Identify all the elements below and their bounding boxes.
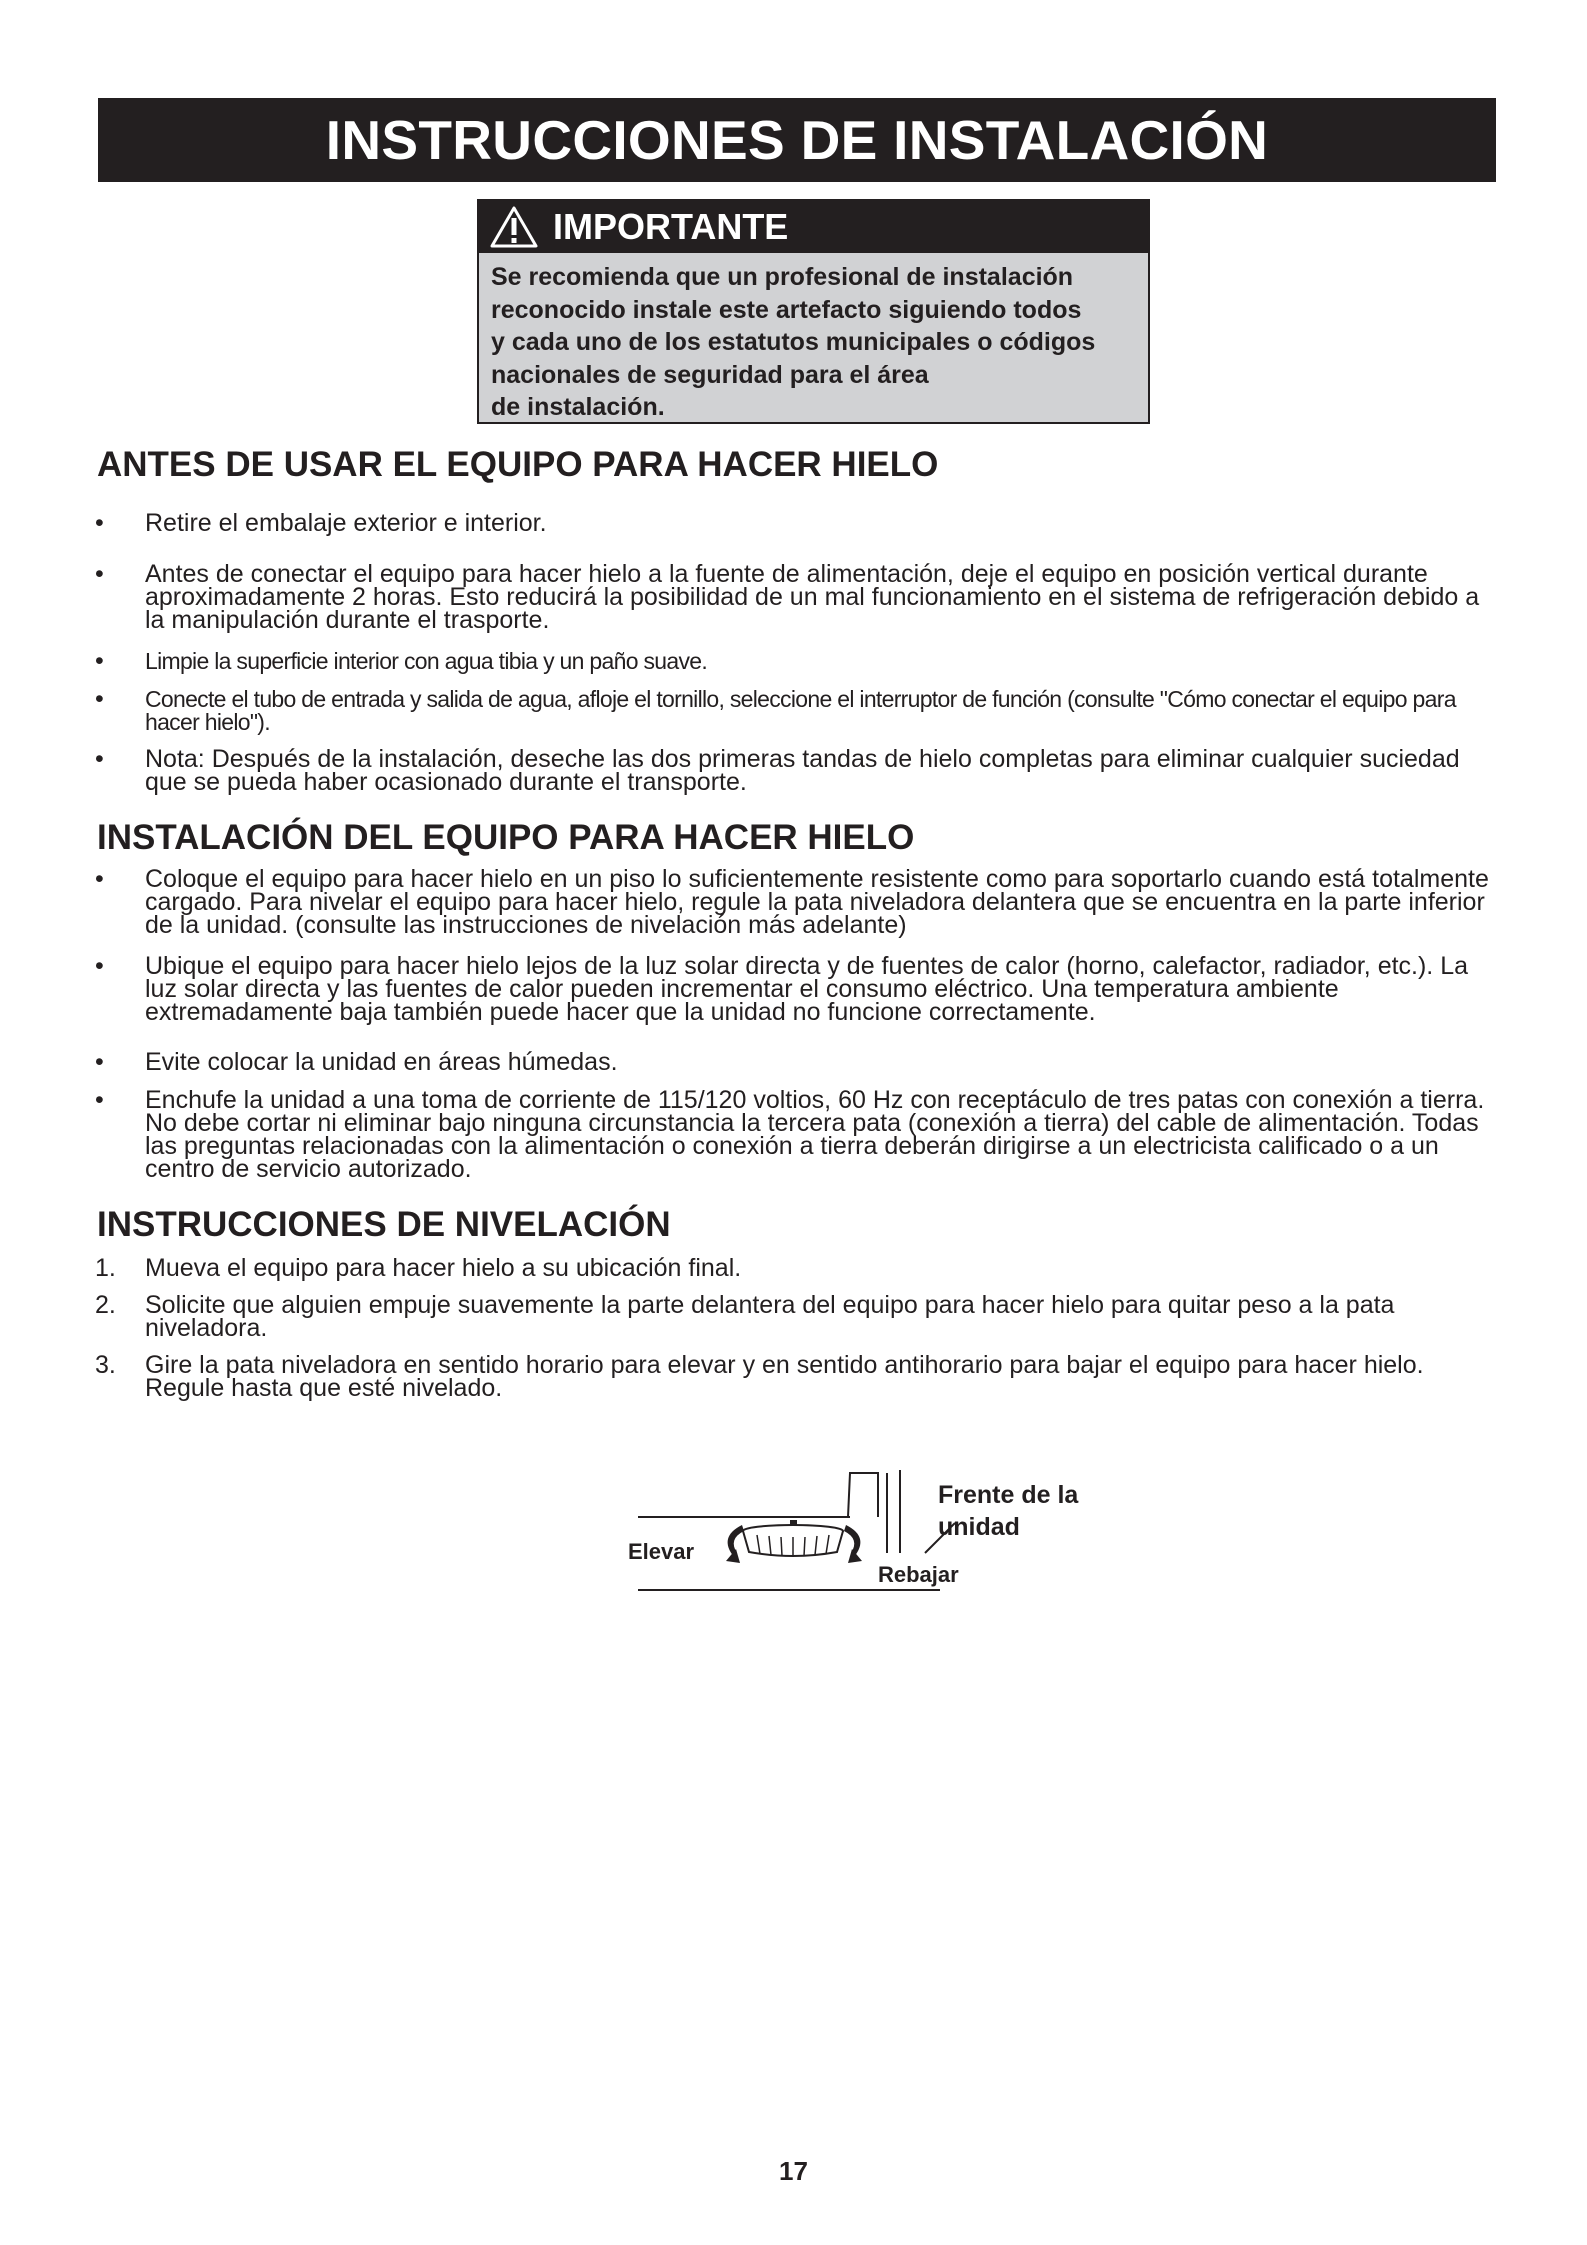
section-heading-before-use: ANTES DE USAR EL EQUIPO PARA HACER HIELO <box>97 445 939 484</box>
list-item-text: Enchufe la unidad a una toma de corriente de 115/120 voltios, 60 Hz con receptáculo de tres patas con conexión a tierra. No debe cortar ni eliminar bajo ninguna circunstancia la tercera pata (conexión a tierra) del cable de alimentación. Todas las preguntas relacionadas con la alimentación o conexión a tierra deberán dirigirse a un electricista calificado o a un centro de servicio autorizado. <box>145 1086 1485 1183</box>
bullet: • <box>95 865 104 893</box>
page-number: 17 <box>779 2156 808 2186</box>
important-text <box>479 253 1148 424</box>
list-item-text: Mueva el equipo para hacer hielo a su ubicación final. <box>145 1254 742 1282</box>
bullet: • <box>95 745 104 773</box>
list-item <box>95 745 1495 796</box>
step-number: 1. <box>95 1254 116 1282</box>
list-item-text: Limpie la superficie interior con agua tibia y un paño suave. <box>145 648 708 674</box>
list-item <box>95 647 1495 675</box>
list-item <box>95 509 1495 537</box>
bullet: • <box>95 952 104 980</box>
bullet: • <box>95 685 104 713</box>
important-line: nacionales de seguridad para el área <box>491 360 929 389</box>
list-item-text: Solicite que alguien empuje suavemente la parte delantera del equipo para hacer hielo para quitar peso a la pata niveladora. <box>145 1291 1395 1342</box>
step-number: 2. <box>95 1291 116 1319</box>
bullet: • <box>95 509 104 537</box>
list-item-text: Gire la pata niveladora en sentido horario para elevar y en sentido antihorario para bajar el equipo para hacer hielo. Regule hasta que esté nivelado. <box>145 1351 1424 1402</box>
important-line: reconocido instale este artefacto siguiendo todos <box>491 295 1082 324</box>
section-heading-leveling: INSTRUCCIONES DE NIVELACIÓN <box>97 1205 671 1244</box>
front-label: Frente de la <box>938 1481 1079 1509</box>
list-item <box>95 1351 1495 1402</box>
list-item <box>95 952 1495 1026</box>
important-line: Se recomienda que un profesional de instalación <box>491 263 1074 291</box>
leveling-foot-icon <box>743 1520 843 1556</box>
list-item <box>95 1086 1495 1183</box>
bullet: • <box>95 560 104 588</box>
list-item-text: Ubique el equipo para hacer hielo lejos de la luz solar directa y de fuentes de calor (horno, calefactor, radiador, etc.). La luz solar directa y las fuentes de calor pueden incrementar el consumo eléctrico. Una temperatura ambiente extremadamente baja también puede hacer que la unidad no funcione correctamente. <box>145 952 1469 1026</box>
list-item <box>95 865 1495 939</box>
front-label: unidad <box>938 1513 1020 1541</box>
important-line: de instalación. <box>491 393 665 421</box>
section-heading-installation: INSTALACIÓN DEL EQUIPO PARA HACER HIELO <box>97 818 915 857</box>
important-header <box>479 201 1148 253</box>
list-item-text: Conecte el tubo de entrada y salida de agua, afloje el tornillo, seleccione el interruptor de función (consulte "Cómo conectar el equipo para hacer hielo"). <box>145 686 1456 735</box>
list-item <box>95 1291 1495 1342</box>
list-item-text: Antes de conectar el equipo para hacer hielo a la fuente de alimentación, deje el equipo en posición vertical durante aproximadamente 2 horas. Esto reducirá la posibilidad de un mal funcionamiento en el sistema de refrigeración debido a la manipulación durante el trasporte. <box>145 560 1480 634</box>
leveling-leg-diagram <box>620 1465 1120 1605</box>
step-number: 3. <box>95 1351 116 1379</box>
list-item <box>95 1048 1495 1076</box>
bullet: • <box>95 647 104 675</box>
list-item <box>95 560 1495 634</box>
raise-label: Elevar <box>628 1539 695 1564</box>
list-item-text: Evite colocar la unidad en áreas húmedas. <box>145 1048 618 1076</box>
bullet: • <box>95 1048 104 1076</box>
list-item <box>95 685 1495 735</box>
list-item-text: Coloque el equipo para hacer hielo en un piso lo suficientemente resistente como para soportarlo cuando está totalmente cargado. Para nivelar el equipo para hacer hielo, regule la pata niveladora delantera que se encuentra en la parte inferior de la unidad. (consulte las instrucciones de nivelación más adelante) <box>145 865 1489 939</box>
bullet: • <box>95 1086 104 1114</box>
lower-label: Rebajar <box>878 1562 959 1587</box>
list-item-text: Retire el embalaje exterior e interior. <box>145 509 547 537</box>
page-title: INSTRUCCIONES DE INSTALACIÓN <box>98 98 1496 182</box>
important-title: IMPORTANTE <box>553 206 789 247</box>
list-item-text: Nota: Después de la instalación, deseche las dos primeras tandas de hielo completas para eliminar cualquier suciedad que se pueda haber ocasionado durante el transporte. <box>145 745 1460 796</box>
important-line: y cada uno de los estatutos municipales o códigos <box>491 328 1096 356</box>
warning-triangle-icon <box>489 205 539 249</box>
important-notice <box>477 199 1150 424</box>
list-item <box>95 1254 1495 1282</box>
